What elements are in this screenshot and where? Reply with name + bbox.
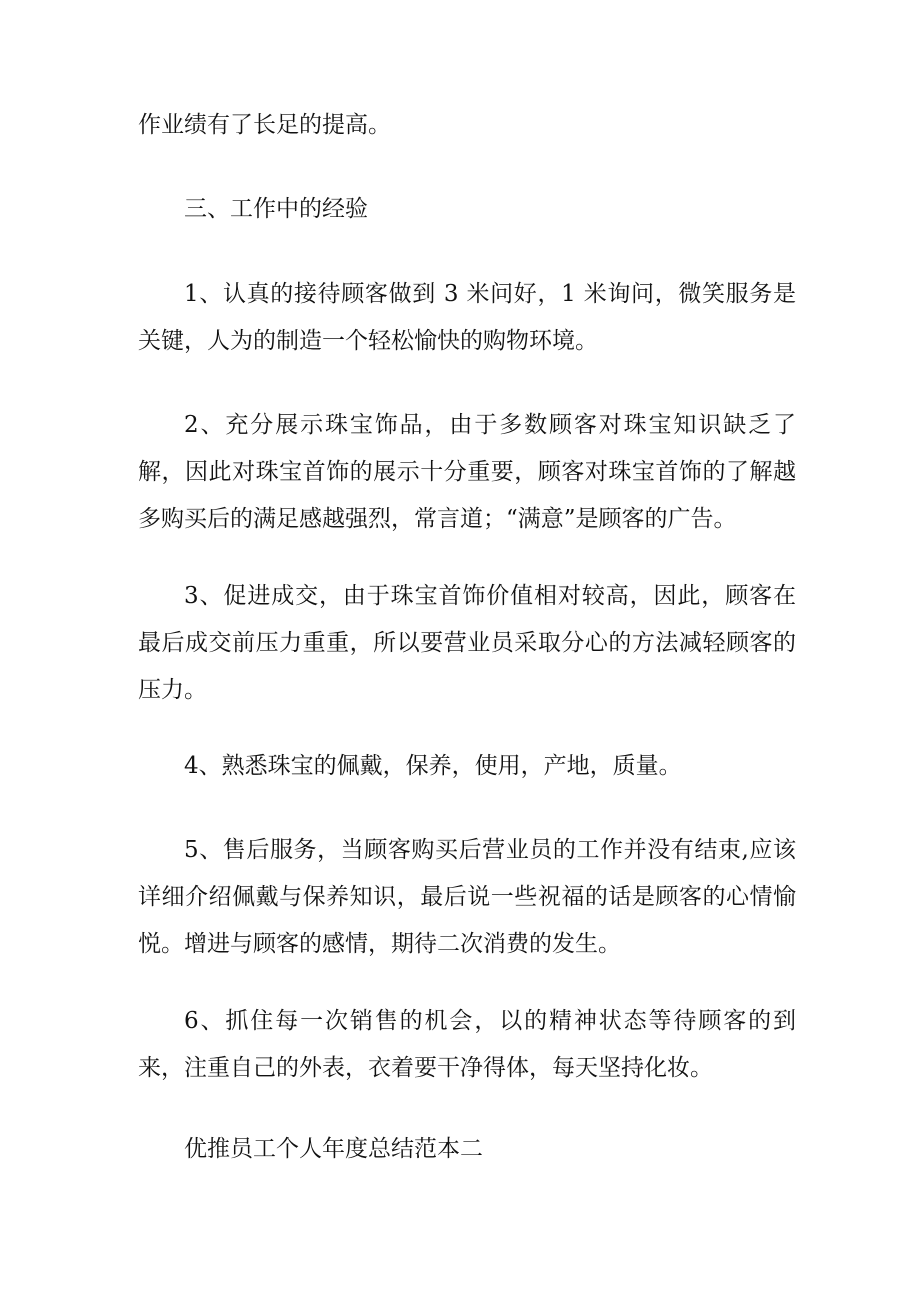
paragraph-continuation: 作业绩有了长足的提高。	[138, 112, 391, 138]
list-item-6: 6、抓住每一次销售的机会，以的精神状态等待顾客的到来，注重自己的外表，衣着要干净得体，每天坚持化妆。	[138, 1008, 796, 1081]
list-item-2: 2、充分展示珠宝饰品，由于多数顾客对珠宝知识缺乏了解，因此对珠宝首饰的展示十分重要，顾客对珠宝首饰的了解越多购买后的满足感越强烈，常言道；“满意”是顾客的广告。	[138, 412, 796, 532]
list-item-5: 5、售后服务，当顾客购买后营业员的工作并没有结束,应该详细介绍佩戴与保养知识，最后说一些祝福的话是顾客的心情愉悦。增进与顾客的感情，期待二次消费的发生。	[138, 837, 796, 957]
section-heading: 三、工作中的经验	[184, 196, 368, 222]
next-section-title: 优推员工个人年度总结范本二	[184, 1136, 483, 1162]
list-item-1: 1、认真的接待顾客做到 3 米问好，1 米询问，微笑服务是关键，人为的制造一个轻松愉快的购物环境。	[138, 281, 796, 354]
list-item-3: 3、促进成交，由于珠宝首饰价值相对较高，因此，顾客在最后成交前压力重重，所以要营业员采取分心的方法减轻顾客的压力。	[138, 583, 796, 703]
list-item-4: 4、熟悉珠宝的佩戴，保养，使用，产地，质量。	[184, 753, 682, 779]
